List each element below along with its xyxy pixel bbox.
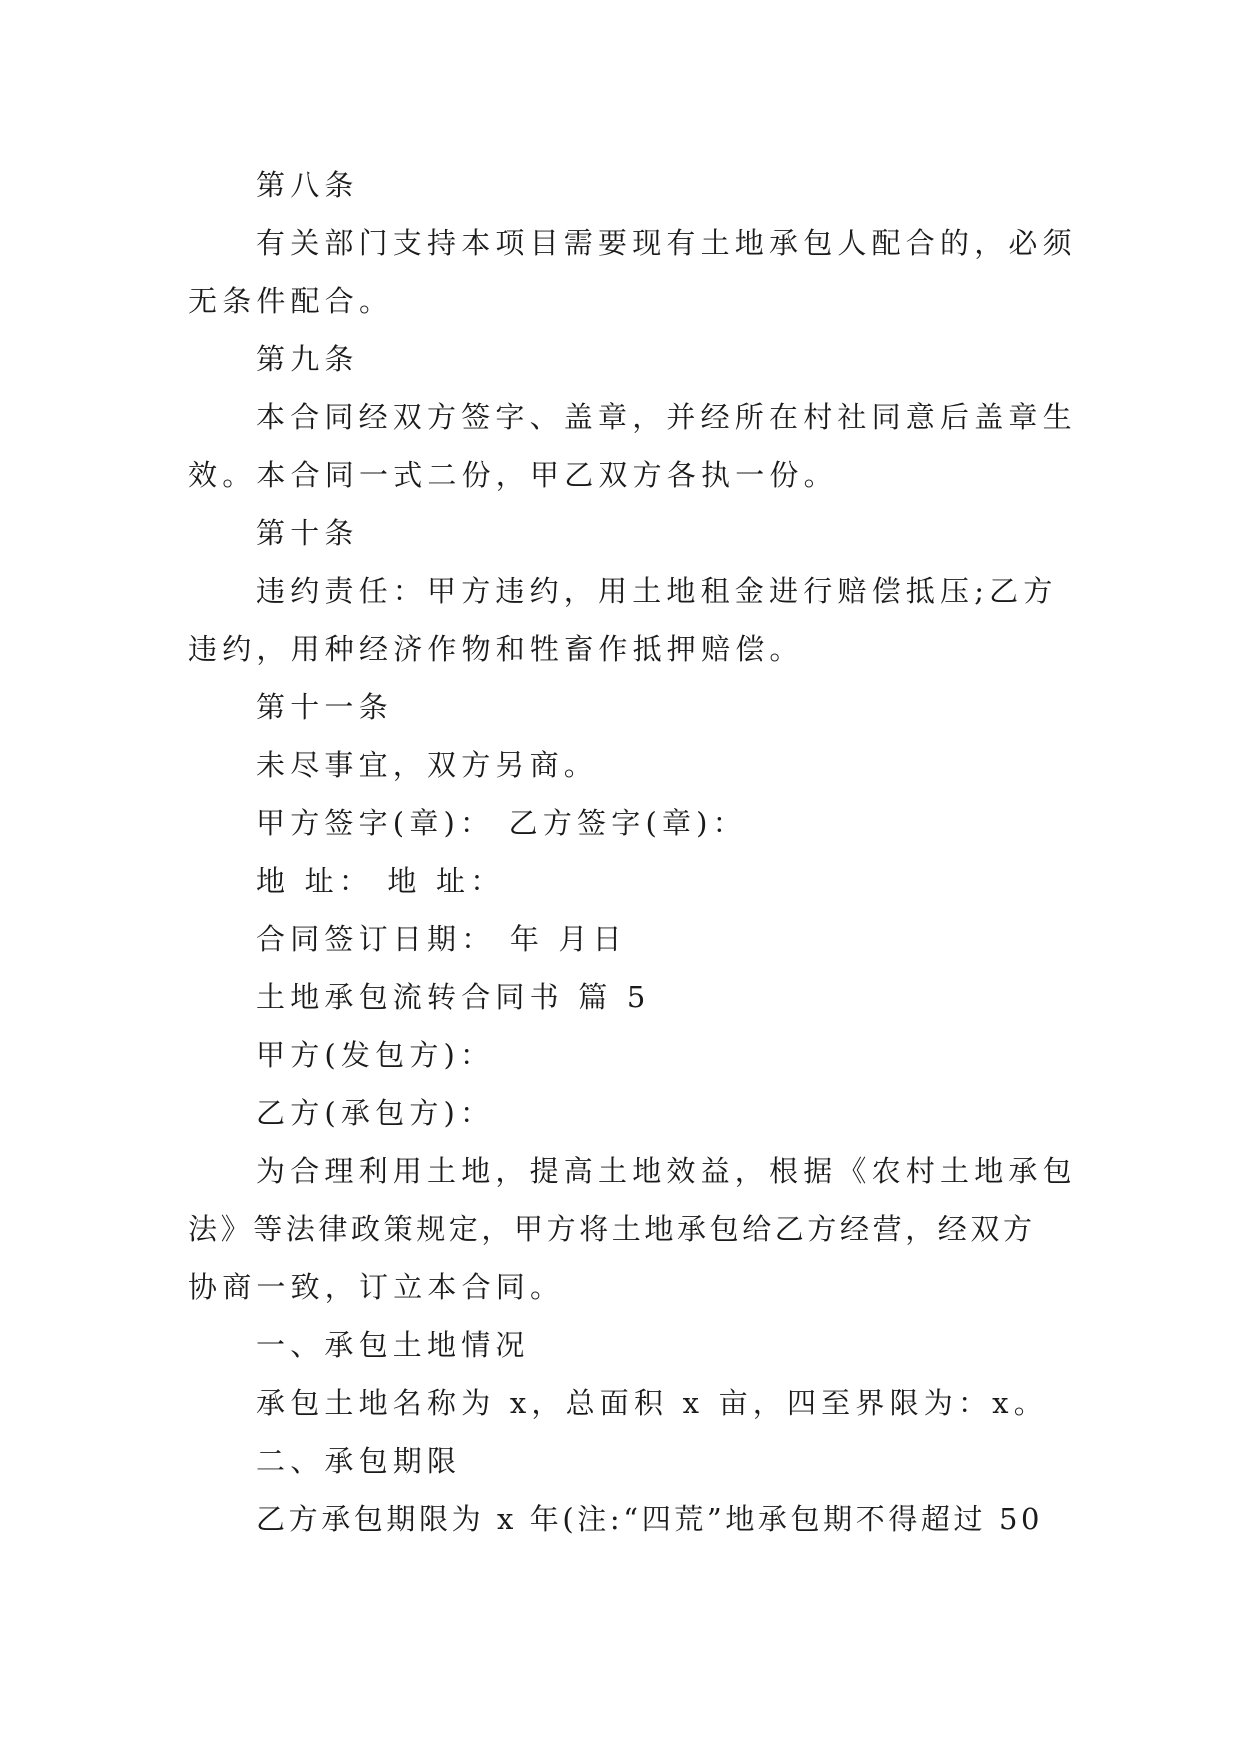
article-10-heading: 第十条 [256,516,359,550]
article-10-paragraph-line-2: 违约，用种经济作物和牲畜作抵押赔偿。 [188,632,804,666]
article-9-paragraph-line-1: 本合同经双方签字、盖章，并经所在村社同意后盖章生 [256,400,1077,434]
section-title: 土地承包流转合同书 篇 5 [256,980,651,1014]
document-body [188,156,1077,1548]
party-a-line: 甲方(发包方)： [256,1038,495,1072]
article-8-paragraph-line-1: 有关部门支持本项目需要现有土地承包人配合的，必须 [256,226,1077,260]
article-9-heading: 第九条 [256,342,359,376]
sign-date-line: 合同签订日期： 年 月日 [256,922,627,956]
article-11-heading: 第十一条 [256,690,393,724]
article-8-paragraph-line-2: 无条件配合。 [188,284,394,318]
party-b-line: 乙方(承包方)： [256,1096,495,1130]
preamble-line-3: 协商一致，订立本合同。 [188,1270,565,1304]
clause-2-heading: 二、承包期限 [256,1444,462,1478]
preamble-line-1: 为合理利用土地，提高土地效益，根据《农村土地承包 [256,1154,1077,1188]
preamble-line-2: 法》等法律政策规定，甲方将土地承包给乙方经营，经双方 [188,1212,1036,1246]
clause-1-paragraph: 承包土地名称为 x，总面积 x 亩，四至界限为：x。 [256,1386,1048,1420]
article-8-heading: 第八条 [256,168,359,202]
article-11-paragraph: 未尽事宜，双方另商。 [256,748,599,782]
article-10-paragraph-line-1: 违约责任：甲方违约，用土地租金进行赔偿抵压;乙方 [256,574,1058,608]
address-line: 地 址： 地 址： [256,864,505,898]
article-9-paragraph-line-2: 效。本合同一式二份，甲乙双方各执一份。 [188,458,838,492]
signature-line: 甲方签字(章)： 乙方签字(章)： [256,806,747,840]
clause-1-heading: 一、承包土地情况 [256,1328,530,1362]
clause-2-paragraph: 乙方承包期限为 x 年(注:“四荒”地承包期不得超过 50 [256,1502,1044,1536]
